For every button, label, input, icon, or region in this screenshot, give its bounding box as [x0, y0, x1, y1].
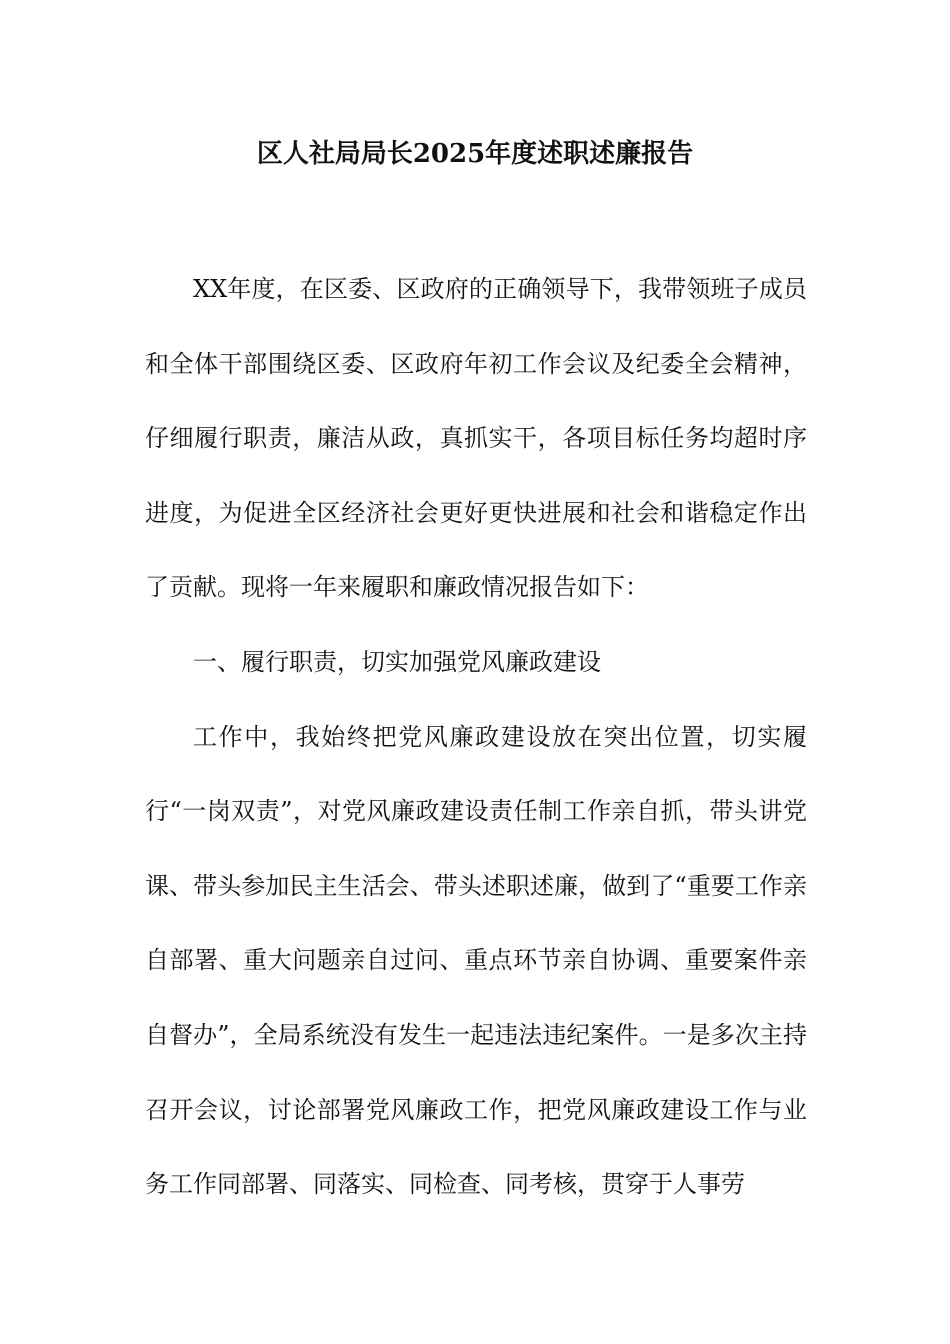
- paragraph-intro: XX年度，在区委、区政府的正确领导下，我带领班子成员和全体干部围绕区委、区政府年初工作会议及纪委全会精神，仔细履行职责，廉洁从政，真抓实干，各项目标任务均超时序进度，为促进全区经济社会更好更快进展和社会和谐稳定作出了贡献。现将一年来履职和廉政情况报告如下：: [145, 275, 807, 602]
- document-title: 区人社局局长2025年度述职述廉报告: [256, 139, 694, 169]
- document-body: [145, 252, 807, 1222]
- paragraph-section-1: 工作中，我始终把党风廉政建设放在突出位置，切实履行“一岗双责”，对党风廉政建设责任制工作亲自抓，带头讲党课、带头参加民主生活会、带头述职述廉，做到了“重要工作亲自部署、重大问题亲自过问、重点环节亲自协调、重要案件亲自督办”，全局系统没有发生一起违法违纪案件。一是多次主持召开会议，讨论部署党风廉政工作，把党风廉政建设工作与业务工作同部署、同落实、同检查、同考核，贯穿于人事劳: [145, 722, 807, 1199]
- section-heading-1: 一、履行职责，切实加强党风廉政建设: [193, 647, 601, 676]
